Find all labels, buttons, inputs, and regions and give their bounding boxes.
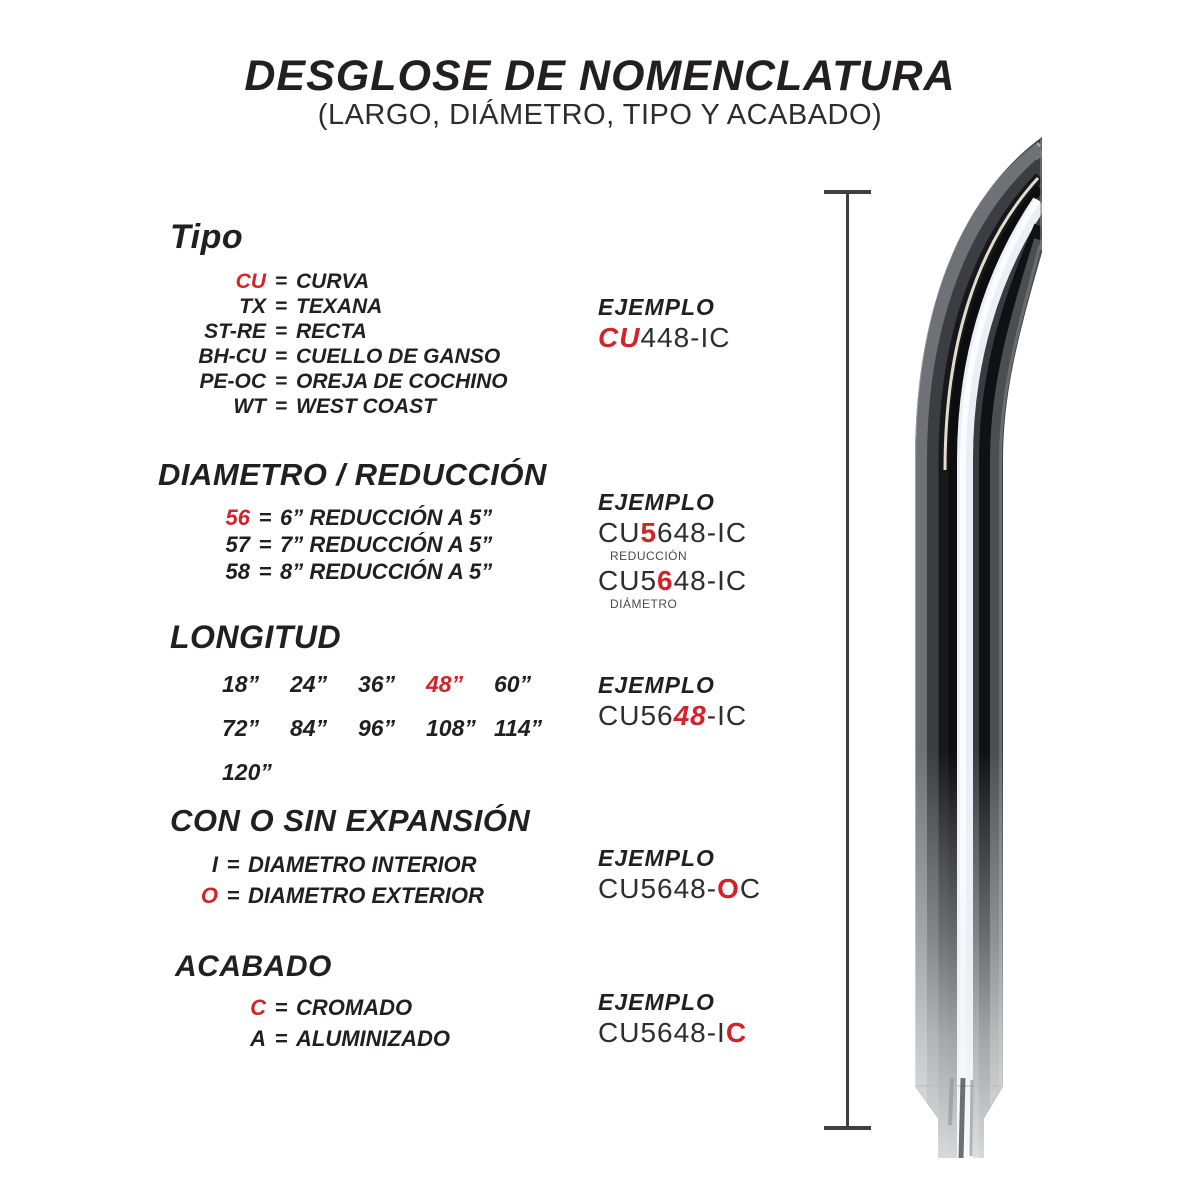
expansion-list bbox=[170, 849, 484, 911]
acabado-def: ALUMINIZADO bbox=[296, 1026, 450, 1051]
expansion-code: I bbox=[211, 852, 218, 877]
ejemplo-label: EJEMPLO bbox=[598, 294, 715, 320]
section-heading-tipo: Tipo bbox=[170, 218, 244, 256]
expansion-def: DIAMETRO EXTERIOR bbox=[248, 883, 484, 908]
tipo-def: OREJA DE COCHINO bbox=[296, 370, 508, 393]
tipo-code: ST-RE bbox=[204, 320, 266, 343]
equals-sign: = bbox=[274, 370, 288, 393]
equals-sign: = bbox=[274, 395, 288, 418]
equals-sign: = bbox=[226, 883, 240, 908]
ejemplo-sublabel: REDUCCIÓN bbox=[610, 549, 688, 563]
section-heading-expansion: CON O SIN EXPANSIÓN bbox=[170, 803, 531, 838]
diametro-def: 8” REDUCCIÓN A 5” bbox=[280, 559, 493, 584]
longitud-value: 24” bbox=[290, 671, 328, 697]
longitud-value: 120” bbox=[222, 759, 272, 785]
diametro-code: 56 bbox=[225, 505, 250, 530]
tipo-code: CU bbox=[235, 270, 266, 293]
longitud-value: 108” bbox=[426, 715, 476, 741]
code-rest: CU5 bbox=[598, 565, 658, 596]
expansion-def: DIAMETRO INTERIOR bbox=[248, 852, 477, 877]
tipo-def: CURVA bbox=[296, 270, 370, 293]
equals-sign: = bbox=[274, 295, 288, 318]
code-rest: CU5648- bbox=[598, 873, 718, 904]
page-title: DESGLOSE DE NOMENCLATURA bbox=[244, 52, 956, 100]
longitud-value: 96” bbox=[358, 715, 396, 741]
ejemplo-code bbox=[598, 1019, 747, 1047]
code-rest: 648-IC bbox=[657, 517, 748, 548]
chrome-exhaust-stack bbox=[915, 137, 1042, 1162]
code-rest: -IC bbox=[706, 700, 748, 731]
longitud-value: 72” bbox=[222, 715, 260, 741]
equals-sign: = bbox=[258, 559, 272, 584]
ejemplo-label: EJEMPLO bbox=[598, 672, 715, 698]
acabado-def: CROMADO bbox=[296, 995, 413, 1020]
ejemplo-longitud bbox=[598, 672, 747, 730]
equals-sign: = bbox=[274, 270, 288, 293]
page-subtitle: (LARGO, DIÁMETRO, TIPO Y ACABADO) bbox=[317, 99, 883, 131]
code-highlight: O bbox=[717, 873, 740, 904]
code-rest: C bbox=[739, 873, 762, 904]
code-rest: CU5648-I bbox=[598, 1017, 726, 1048]
tipo-def: RECTA bbox=[296, 320, 367, 343]
ejemplo-expansion bbox=[598, 845, 761, 903]
ejemplo-code bbox=[598, 567, 747, 595]
longitud-value: 84” bbox=[290, 715, 328, 741]
tipo-code: WT bbox=[233, 395, 266, 418]
expansion-code: O bbox=[200, 883, 218, 908]
ejemplo-code bbox=[598, 519, 747, 547]
code-rest: 448-IC bbox=[640, 322, 731, 353]
code-highlight: 6 bbox=[657, 565, 674, 596]
equals-sign: = bbox=[226, 852, 240, 877]
acabado-code: C bbox=[250, 995, 266, 1020]
ejemplo-code bbox=[598, 324, 731, 352]
code-rest: CU56 bbox=[598, 700, 674, 731]
section-heading-longitud: LONGITUD bbox=[170, 619, 342, 655]
section-heading-acabado: ACABADO bbox=[175, 950, 332, 983]
code-highlight: CU bbox=[598, 322, 641, 353]
tipo-code: BH-CU bbox=[198, 345, 266, 368]
measurement-line bbox=[824, 192, 871, 1128]
longitud-values bbox=[222, 662, 562, 794]
acabado-list bbox=[170, 992, 450, 1054]
ejemplo-label: EJEMPLO bbox=[598, 489, 715, 515]
ejemplo-sublabel: DIÁMETRO bbox=[610, 597, 678, 611]
code-highlight: 48 bbox=[673, 700, 707, 731]
ejemplo-diametro-reduccion bbox=[598, 489, 747, 613]
longitud-value: 114” bbox=[494, 715, 543, 741]
ejemplo-code bbox=[598, 702, 747, 730]
equals-sign: = bbox=[274, 995, 288, 1020]
ejemplo-acabado bbox=[598, 989, 747, 1047]
longitud-value: 60” bbox=[494, 671, 532, 697]
diametro-def: 7” REDUCCIÓN A 5” bbox=[280, 532, 493, 557]
code-highlight: C bbox=[725, 1017, 748, 1048]
tipo-def: TEXANA bbox=[296, 295, 383, 318]
code-rest: 48-IC bbox=[673, 565, 748, 596]
longitud-value: 18” bbox=[222, 671, 260, 697]
equals-sign: = bbox=[274, 320, 288, 343]
diametro-def: 6” REDUCCIÓN A 5” bbox=[280, 505, 493, 530]
diametro-code: 57 bbox=[225, 532, 250, 557]
equals-sign: = bbox=[258, 532, 272, 557]
ejemplo-label: EJEMPLO bbox=[598, 845, 715, 871]
equals-sign: = bbox=[274, 1026, 288, 1051]
diametro-list bbox=[170, 504, 492, 585]
equals-sign: = bbox=[274, 345, 288, 368]
tipo-def: WEST COAST bbox=[296, 395, 436, 418]
tipo-code: TX bbox=[239, 295, 266, 318]
longitud-value-highlight: 48” bbox=[426, 671, 464, 697]
longitud-value: 36” bbox=[358, 671, 396, 697]
tipo-def: CUELLO DE GANSO bbox=[296, 345, 501, 368]
code-highlight: 5 bbox=[640, 517, 658, 548]
tipo-code: PE-OC bbox=[199, 370, 266, 393]
ejemplo-tipo bbox=[598, 294, 731, 352]
ejemplo-code bbox=[598, 875, 761, 903]
ejemplo-label: EJEMPLO bbox=[598, 989, 715, 1015]
tipo-list bbox=[170, 269, 508, 419]
equals-sign: = bbox=[258, 505, 272, 530]
section-heading-diametro: DIAMETRO / REDUCCIÓN bbox=[158, 457, 547, 492]
diametro-code: 58 bbox=[225, 559, 250, 584]
code-rest: CU bbox=[598, 517, 641, 548]
acabado-code: A bbox=[250, 1026, 266, 1051]
